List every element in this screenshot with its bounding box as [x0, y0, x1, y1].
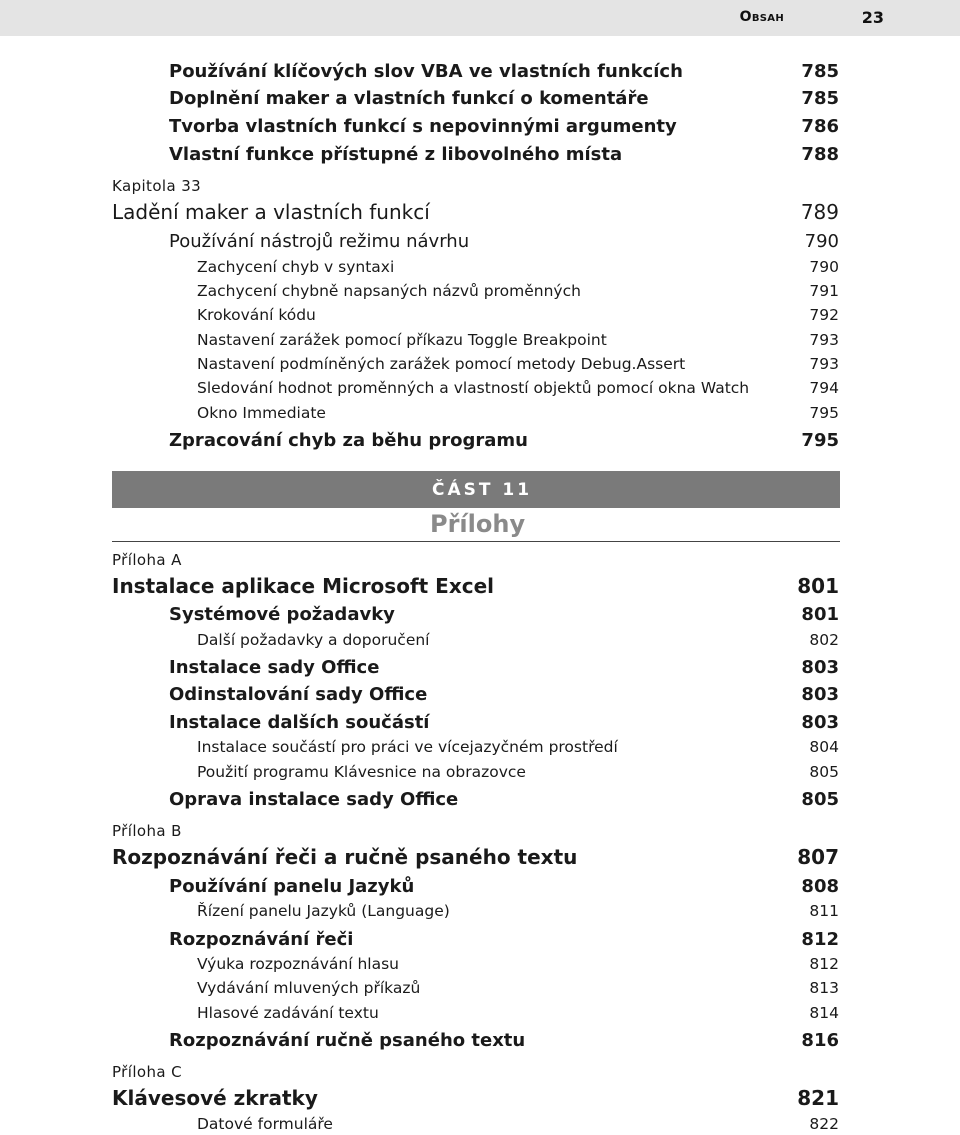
toc-subentry[interactable]: Datové formuláře 822 [197, 1115, 839, 1133]
toc-subentry[interactable]: Nastavení podmíněných zarážek pomocí metody Debug.Assert 793 [197, 355, 839, 373]
appendix-title[interactable]: Rozpoznávání řeči a ručně psaného textu 807 [112, 845, 839, 869]
toc-subentry[interactable]: Nastavení zarážek pomocí příkazu Toggle Breakpoint 793 [197, 331, 839, 349]
toc-subentry[interactable]: Okno Immediate 795 [197, 404, 839, 422]
chapter-label: Kapitola 33 [112, 177, 202, 195]
toc-entry[interactable]: Rozpoznávání řeči 812 [169, 929, 839, 950]
toc-entry[interactable]: Oprava instalace sady Office 805 [169, 789, 839, 810]
toc-subentry[interactable]: Instalace součástí pro práci ve vícejazyčném prostředí 804 [197, 738, 839, 756]
toc-subentry[interactable]: Řízení panelu Jazyků (Language) 811 [197, 902, 839, 920]
toc-entry[interactable]: Používání klíčových slov VBA ve vlastních funkcích 785 [169, 61, 839, 82]
appendix-label: Příloha C [112, 1063, 183, 1081]
chapter-title[interactable]: Ladění maker a vlastních funkcí 789 [112, 200, 839, 224]
toc-entry[interactable]: Systémové požadavky 801 [169, 604, 839, 625]
toc-subentry[interactable]: Zachycení chyb v syntaxi 790 [197, 258, 839, 276]
toc-subentry[interactable]: Krokování kódu 792 [197, 306, 839, 324]
appendix-title[interactable]: Instalace aplikace Microsoft Excel 801 [112, 574, 839, 598]
toc-subentry[interactable]: Vydávání mluvených příkazů 813 [197, 979, 839, 997]
page-header [0, 0, 960, 36]
header-page-number: 23 [861, 8, 884, 27]
toc-subentry[interactable]: Zachycení chybně napsaných názvů proměnných 791 [197, 282, 839, 300]
appendix-title[interactable]: Klávesové zkratky 821 [112, 1086, 839, 1110]
toc-entry[interactable]: Používání panelu Jazyků 808 [169, 876, 839, 897]
appendix-label: Příloha A [112, 551, 182, 569]
part-number: ČÁST 11 [432, 480, 533, 500]
toc-entry[interactable]: Tvorba vlastních funkcí s nepovinnými argumenty 786 [169, 116, 839, 137]
header-section-title: Obsah [739, 9, 784, 25]
toc-entry[interactable]: Používání nástrojů režimu návrhu 790 [169, 231, 839, 252]
toc-entry[interactable]: Rozpoznávání ručně psaného textu 816 [169, 1030, 839, 1051]
part-title: Přílohy [430, 510, 526, 538]
toc-entry[interactable]: Doplnění maker a vlastních funkcí o komentáře 785 [169, 88, 839, 109]
toc-entry[interactable]: Odinstalování sady Office 803 [169, 684, 839, 705]
appendix-label: Příloha B [112, 822, 182, 840]
toc-entry[interactable]: Vlastní funkce přístupné z libovolného místa 788 [169, 144, 839, 165]
toc-entry[interactable]: Instalace sady Office 803 [169, 657, 839, 678]
toc-subentry[interactable]: Výuka rozpoznávání hlasu 812 [197, 955, 839, 973]
part-divider [112, 541, 840, 542]
toc-subentry[interactable]: Použití programu Klávesnice na obrazovce 805 [197, 763, 839, 781]
toc-subentry[interactable]: Hlasové zadávání textu 814 [197, 1004, 839, 1022]
toc-entry[interactable]: Zpracování chyb za běhu programu 795 [169, 430, 839, 451]
toc-entry[interactable]: Instalace dalších součástí 803 [169, 712, 839, 733]
toc-subentry[interactable]: Další požadavky a doporučení 802 [197, 631, 839, 649]
toc-subentry[interactable]: Sledování hodnot proměnných a vlastností objektů pomocí okna Watch 794 [197, 379, 839, 397]
